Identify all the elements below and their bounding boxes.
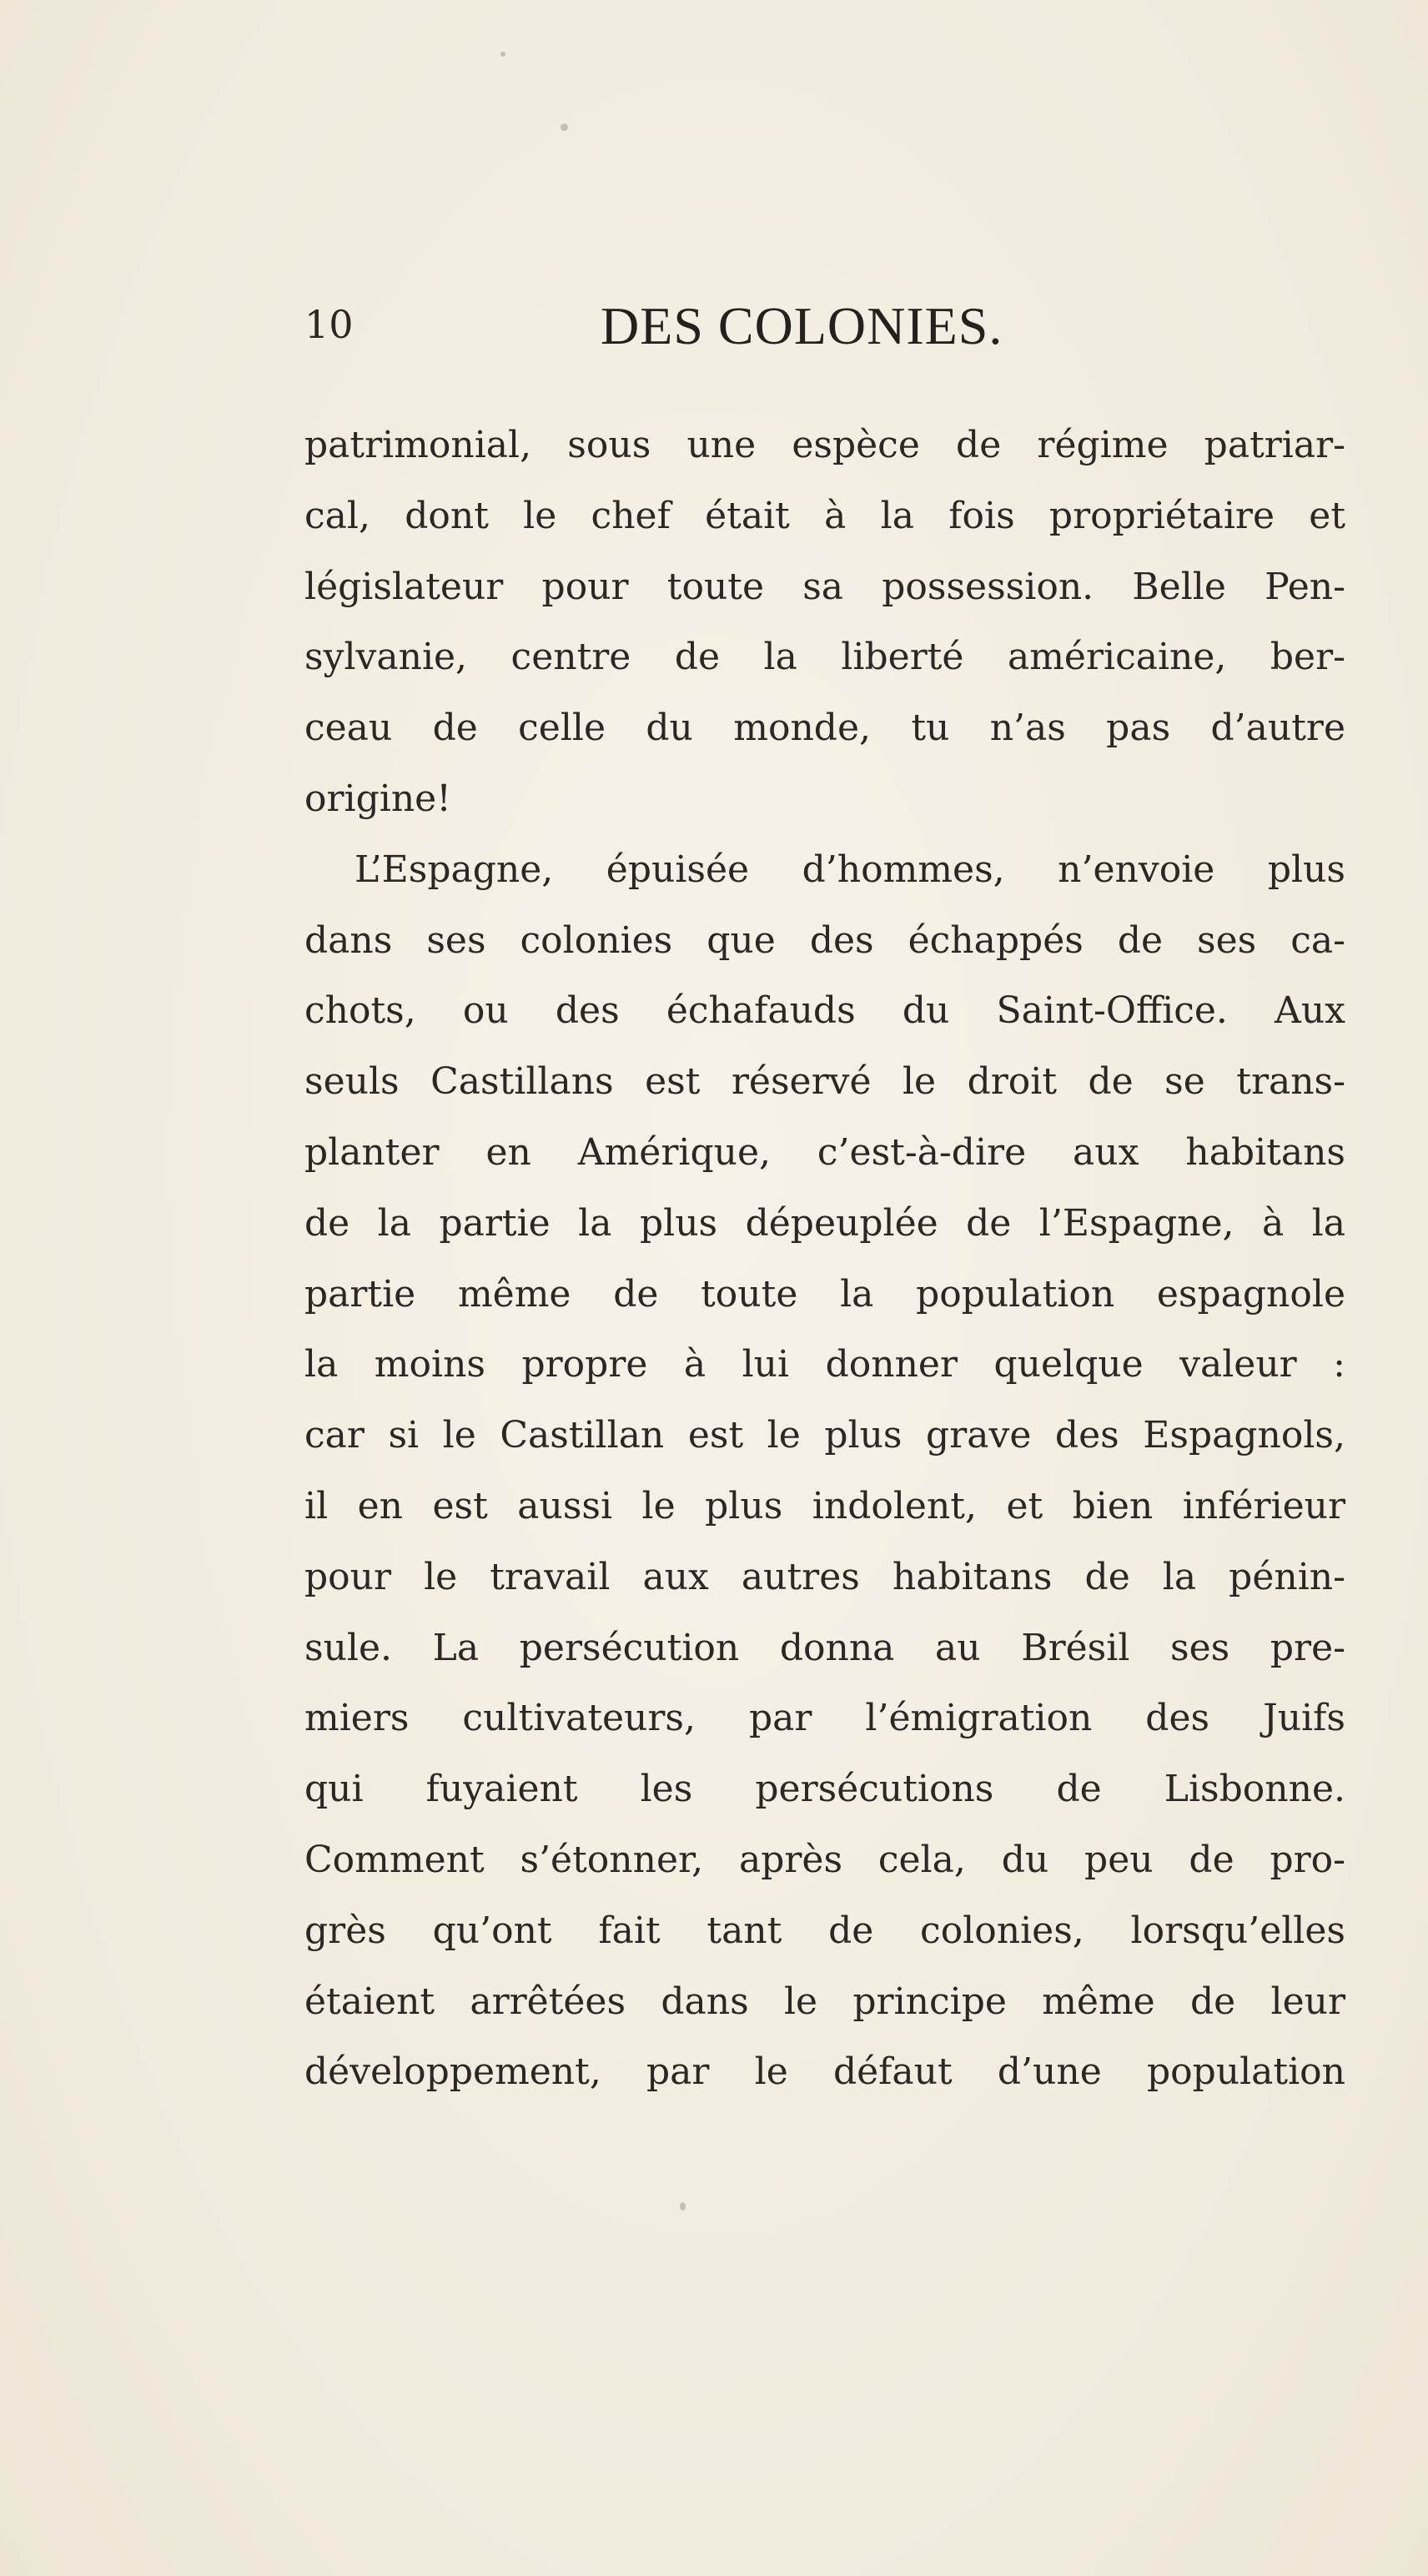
- body-text: [304, 410, 1345, 2108]
- text-line: qui fuyaient les persécutions de Lisbonne.: [304, 1768, 1345, 1811]
- text-line: patrimonial, sous une espèce de régime patriar-: [304, 424, 1345, 466]
- text-line: pour le travail aux autres habitans de la pénin-: [304, 1555, 1345, 1598]
- text-line: partie même de toute la population espagnole: [304, 1272, 1345, 1316]
- paper-speck: [500, 52, 505, 57]
- text-line: cal, dont le chef était à la fois propriétaire et: [304, 494, 1345, 537]
- paper-speck: [680, 2202, 686, 2211]
- text-line: chots, ou des échafauds du Saint-Office. Aux: [304, 989, 1345, 1033]
- text-line: planter en Amérique, c’est-à-dire aux habitans: [304, 1130, 1345, 1174]
- text-line: seuls Castillans est réservé le droit de se trans-: [304, 1060, 1345, 1104]
- text-line: développement, par le défaut d’une population: [304, 2050, 1345, 2094]
- text-line: miers cultivateurs, par l’émigration des Juifs: [304, 1697, 1345, 1740]
- text-line: sule. La persécution donna au Brésil ses pre-: [304, 1626, 1345, 1669]
- page-number: 10: [304, 302, 354, 347]
- page-header: [304, 296, 1038, 360]
- text-line: la moins propre à lui donner quelque valeur :: [304, 1343, 1345, 1386]
- text-line: sylvanie, centre de la liberté américaine, ber-: [304, 636, 1345, 679]
- text-line: législateur pour toute sa possession. Belle Pen-: [304, 565, 1345, 608]
- text-line: grès qu’ont fait tant de colonies, lorsqu’elles: [304, 1909, 1345, 1952]
- text-line: étaient arrêtées dans le principe même de leur: [304, 1980, 1345, 2023]
- text-line: il en est aussi le plus indolent, et bien inférieur: [304, 1484, 1345, 1527]
- text-line: dans ses colonies que des échappés de ses ca-: [304, 918, 1345, 962]
- text-line: Comment s’étonner, après cela, du peu de pro-: [304, 1838, 1345, 1881]
- running-title: DES COLONIES.: [601, 296, 1003, 355]
- text-line: ceau de celle du monde, tu n’as pas d’autre: [304, 707, 1345, 750]
- text-line: car si le Castillan est le plus grave des Espagnols,: [304, 1414, 1345, 1457]
- text-line: origine!: [304, 777, 451, 820]
- text-line: de la partie la plus dépeuplée de l’Espagne, à la: [304, 1201, 1345, 1245]
- paper-speck: [561, 123, 568, 131]
- text-line: L’Espagne, épuisée d’hommes, n’envoie plus: [354, 848, 1345, 891]
